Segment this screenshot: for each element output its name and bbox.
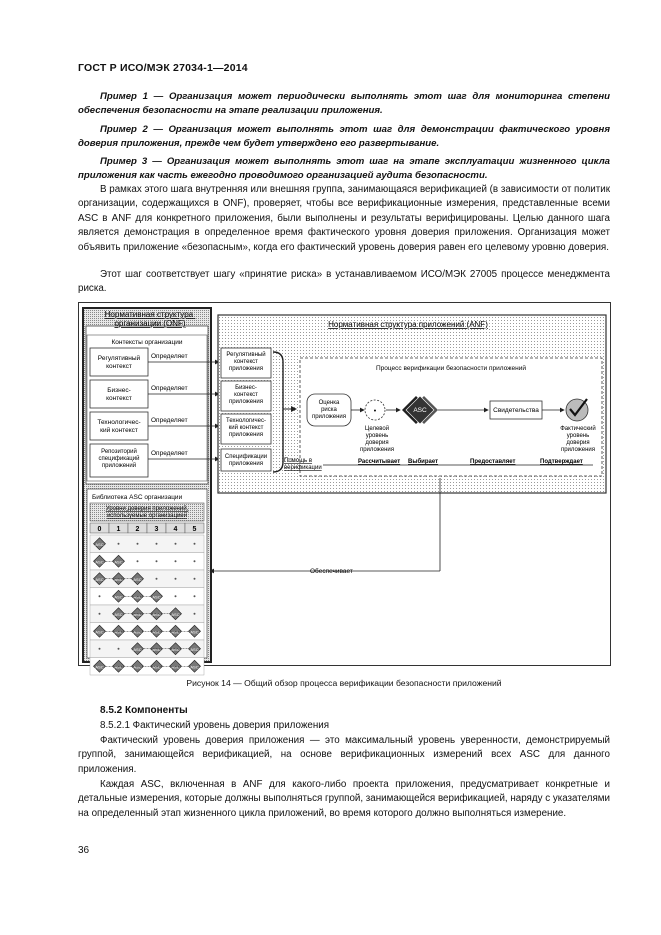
asc-diamond-label: ASC bbox=[133, 629, 142, 635]
asc-diamond-label: ASC bbox=[133, 664, 142, 670]
asc-diamond-label: ASC bbox=[190, 646, 199, 652]
asc-diamond-label: ASC bbox=[190, 629, 199, 635]
app-specifications bbox=[221, 449, 271, 471]
grid-dot bbox=[156, 578, 158, 580]
grid-dot bbox=[137, 543, 139, 545]
document-header: ГОСТ Р ИСО/МЭК 27034-1—2014 bbox=[78, 62, 248, 74]
asc-diamond-label: ASC bbox=[171, 664, 180, 670]
asc-diamond-label: ASC bbox=[133, 576, 142, 582]
subsection-heading: 8.5.2.1 Фактический уровень доверия приложения bbox=[100, 720, 330, 731]
grid-dot bbox=[175, 578, 177, 580]
level-number: 1 bbox=[116, 526, 121, 533]
defines-label-3: Определяет bbox=[151, 417, 188, 424]
context-business bbox=[90, 380, 148, 408]
asc-diamond-label: ASC bbox=[133, 611, 142, 617]
grid-dot bbox=[99, 613, 101, 615]
grid-dot bbox=[99, 595, 101, 597]
grid-dot bbox=[194, 543, 196, 545]
anf-title: Нормативная структура приложений (ANF) bbox=[328, 320, 488, 329]
grid-dot bbox=[194, 560, 196, 562]
trust-level-grid bbox=[90, 523, 204, 675]
page-number: 36 bbox=[78, 845, 90, 856]
level-number: 4 bbox=[173, 526, 178, 533]
section-heading: 8.5.2 Компоненты bbox=[100, 705, 188, 716]
asc-diamond-label: ASC bbox=[133, 646, 142, 652]
asc-diamond-label: ASC bbox=[171, 629, 180, 635]
asc-diamond-label: ASC bbox=[95, 664, 104, 670]
paragraph-verification-group: В рамках этого шага внутренняя или внешняя группа, занимающаяся верификацией (в зависимости от политик организации, содержащихся в ONF), проверяет, чтобы все верификационные измерения, представленные всеми ASC в ANF для конкретного приложения, были выполнены и результаты верифицированы. Целью данного шага является демонстрация в определенное время фактического уровня доверия приложения. Организация может объявить приложение «безопасным», когда его фактический уровень доверия равен его целевому уровню доверия. bbox=[78, 184, 610, 253]
svg-text:Целевойуровеньдоверияприложени: Целевой уровень доверия приложения bbox=[359, 426, 395, 453]
asc-diamond-label: ASC bbox=[95, 559, 104, 565]
process-diagram bbox=[78, 302, 611, 670]
grid-dot bbox=[194, 613, 196, 615]
asc-diamond-label: ASC bbox=[152, 646, 161, 652]
paragraph-risk-acceptance: Этот шаг соответствует шагу «принятие риска» в устанавливаемом ИСО/МЭК 27005 процессе менеджмента риска. bbox=[78, 269, 610, 295]
asc-diamond-label: ASC bbox=[114, 594, 123, 600]
asc-diamond-label: ASC bbox=[152, 594, 161, 600]
svg-text:Свидетельства: Свидетельства bbox=[493, 407, 539, 414]
flow-label-selects: Выбирает bbox=[408, 459, 439, 465]
app-context-technological bbox=[221, 414, 271, 444]
library-title: Библиотека ASC организации bbox=[92, 494, 183, 501]
asc-diamond-label: ASC bbox=[114, 611, 123, 617]
asc-diamond-label: ASC bbox=[133, 594, 142, 600]
grid-dot bbox=[118, 648, 120, 650]
svg-text:Технологичес-кий контекст: Технологичес-кий контекст bbox=[97, 419, 141, 434]
org-contexts-title: Контексты организации bbox=[111, 339, 183, 346]
svg-text:Спецификацииприложения: Спецификации приложения bbox=[224, 454, 268, 467]
flow-label-calculates: Рассчитывает bbox=[358, 459, 401, 465]
asc-diamond-label: ASC bbox=[114, 664, 123, 670]
svg-text:Технологичес-кий контекстприло: Технологичес-кий контекст приложения bbox=[226, 418, 266, 438]
context-technological bbox=[90, 412, 148, 440]
asc-diamond-label: ASC bbox=[95, 541, 104, 547]
asc-diamond-label: ASC bbox=[114, 576, 123, 582]
grid-dot bbox=[175, 595, 177, 597]
example-3: Пример 3 — Организация может выполнять этот шаг на этапе эксплуатации жизненного цикла приложения как часть ежегодно проводимого организацией аудита безопасности. bbox=[78, 156, 610, 181]
level-number: 5 bbox=[192, 526, 197, 533]
defines-label-2: Определяет bbox=[151, 385, 188, 392]
svg-text:Репозиторийспецификацийприложе: Репозиторий спецификаций приложений bbox=[98, 449, 140, 469]
asc-diamond-label: ASC bbox=[95, 629, 104, 635]
context-regulatory bbox=[90, 348, 148, 376]
flow-label-confirms: Подтверждает bbox=[540, 459, 583, 465]
grid-dot bbox=[175, 543, 177, 545]
defines-label-4: Определяет bbox=[151, 450, 188, 457]
help-verification-label: Помощь в верификации bbox=[284, 458, 322, 471]
asc-diamond-label: ASC bbox=[95, 576, 104, 582]
app-context-business bbox=[221, 381, 271, 411]
level-number: 0 bbox=[97, 526, 102, 533]
asc-diamond-label: ASC bbox=[171, 646, 180, 652]
grid-dot bbox=[194, 595, 196, 597]
level-number: 2 bbox=[135, 526, 140, 533]
context-spec-repository bbox=[90, 444, 148, 477]
grid-dot bbox=[137, 560, 139, 562]
asc-diamond-label: ASC bbox=[152, 664, 161, 670]
asc-diamond-label: ASC bbox=[114, 629, 123, 635]
process-title: Процесс верификации безопасности приложений bbox=[376, 365, 526, 372]
flow-label-provides: Предоставляет bbox=[470, 459, 516, 465]
grid-row bbox=[90, 535, 204, 553]
body-paragraph-2: Каждая ASC, включенная в ANF для какого-либо проекта приложения, предусматривает конкретные и детальные измерения, которые должны выполняться группой, занимающейся верификацией, наряду с указателями на определенный этап жизненного цикла приложений, во время которого должно выполняться измерение. bbox=[78, 779, 611, 819]
example-1: Пример 1 — Организация может периодически выполнять этот шаг для мониторинга степени обеспечения безопасности на этапе реализации приложения. bbox=[78, 91, 610, 116]
grid-dot bbox=[118, 543, 120, 545]
app-context-regulatory bbox=[221, 348, 271, 378]
onf-title: Нормативная структура организации (ONF) bbox=[104, 310, 194, 328]
defines-label-1: Определяет bbox=[151, 353, 188, 360]
grid-dot bbox=[156, 543, 158, 545]
grid-dot bbox=[99, 648, 101, 650]
grid-dot bbox=[156, 560, 158, 562]
svg-text:Регулятивныйконтекстприложения: Регулятивный контекст приложения bbox=[226, 352, 266, 372]
provides-label: Обеспечивает bbox=[310, 568, 353, 575]
body-paragraph-1: Фактический уровень доверия приложения — это максимальный уровень уверенности, демонстрируемый группой, занимающейся верификацией, на основе верификационных измерений всех ASC для данного приложения. bbox=[78, 735, 610, 775]
level-number: 3 bbox=[154, 526, 159, 533]
svg-text:Бизнес-контекстприложения: Бизнес-контекст приложения bbox=[228, 385, 264, 405]
svg-text:•: • bbox=[373, 408, 377, 415]
grid-dot bbox=[194, 578, 196, 580]
figure-caption: Рисунок 14 — Общий обзор процесса верификации безопасности приложений bbox=[186, 678, 502, 688]
example-2: Пример 2 — Организация может выполнять этот шаг для демонстрации фактического уровня доверия приложения, прежде чем будет утверждено его развертывание. bbox=[78, 124, 610, 149]
trust-levels-title: Уровни доверия приложений, используемые организацией bbox=[105, 506, 189, 519]
asc-diamond-label: ASC bbox=[114, 559, 123, 565]
grid-dot bbox=[175, 560, 177, 562]
svg-text:Фактическийуровеньдоверияприло: Фактический уровень доверия приложения bbox=[560, 426, 596, 453]
asc-diamond-label: ASC bbox=[171, 611, 180, 617]
svg-text:Регулятивныйконтекст: Регулятивный контекст bbox=[97, 355, 141, 370]
asc-diamond-label: ASC bbox=[152, 611, 161, 617]
asc-diamond-label: ASC bbox=[190, 664, 199, 670]
risk-assessment-node: Оценка риска приложения bbox=[311, 400, 347, 420]
svg-text:ASC: ASC bbox=[413, 407, 427, 414]
svg-text:Бизнес-контекст: Бизнес-контекст bbox=[106, 387, 132, 402]
asc-diamond-label: ASC bbox=[152, 629, 161, 635]
